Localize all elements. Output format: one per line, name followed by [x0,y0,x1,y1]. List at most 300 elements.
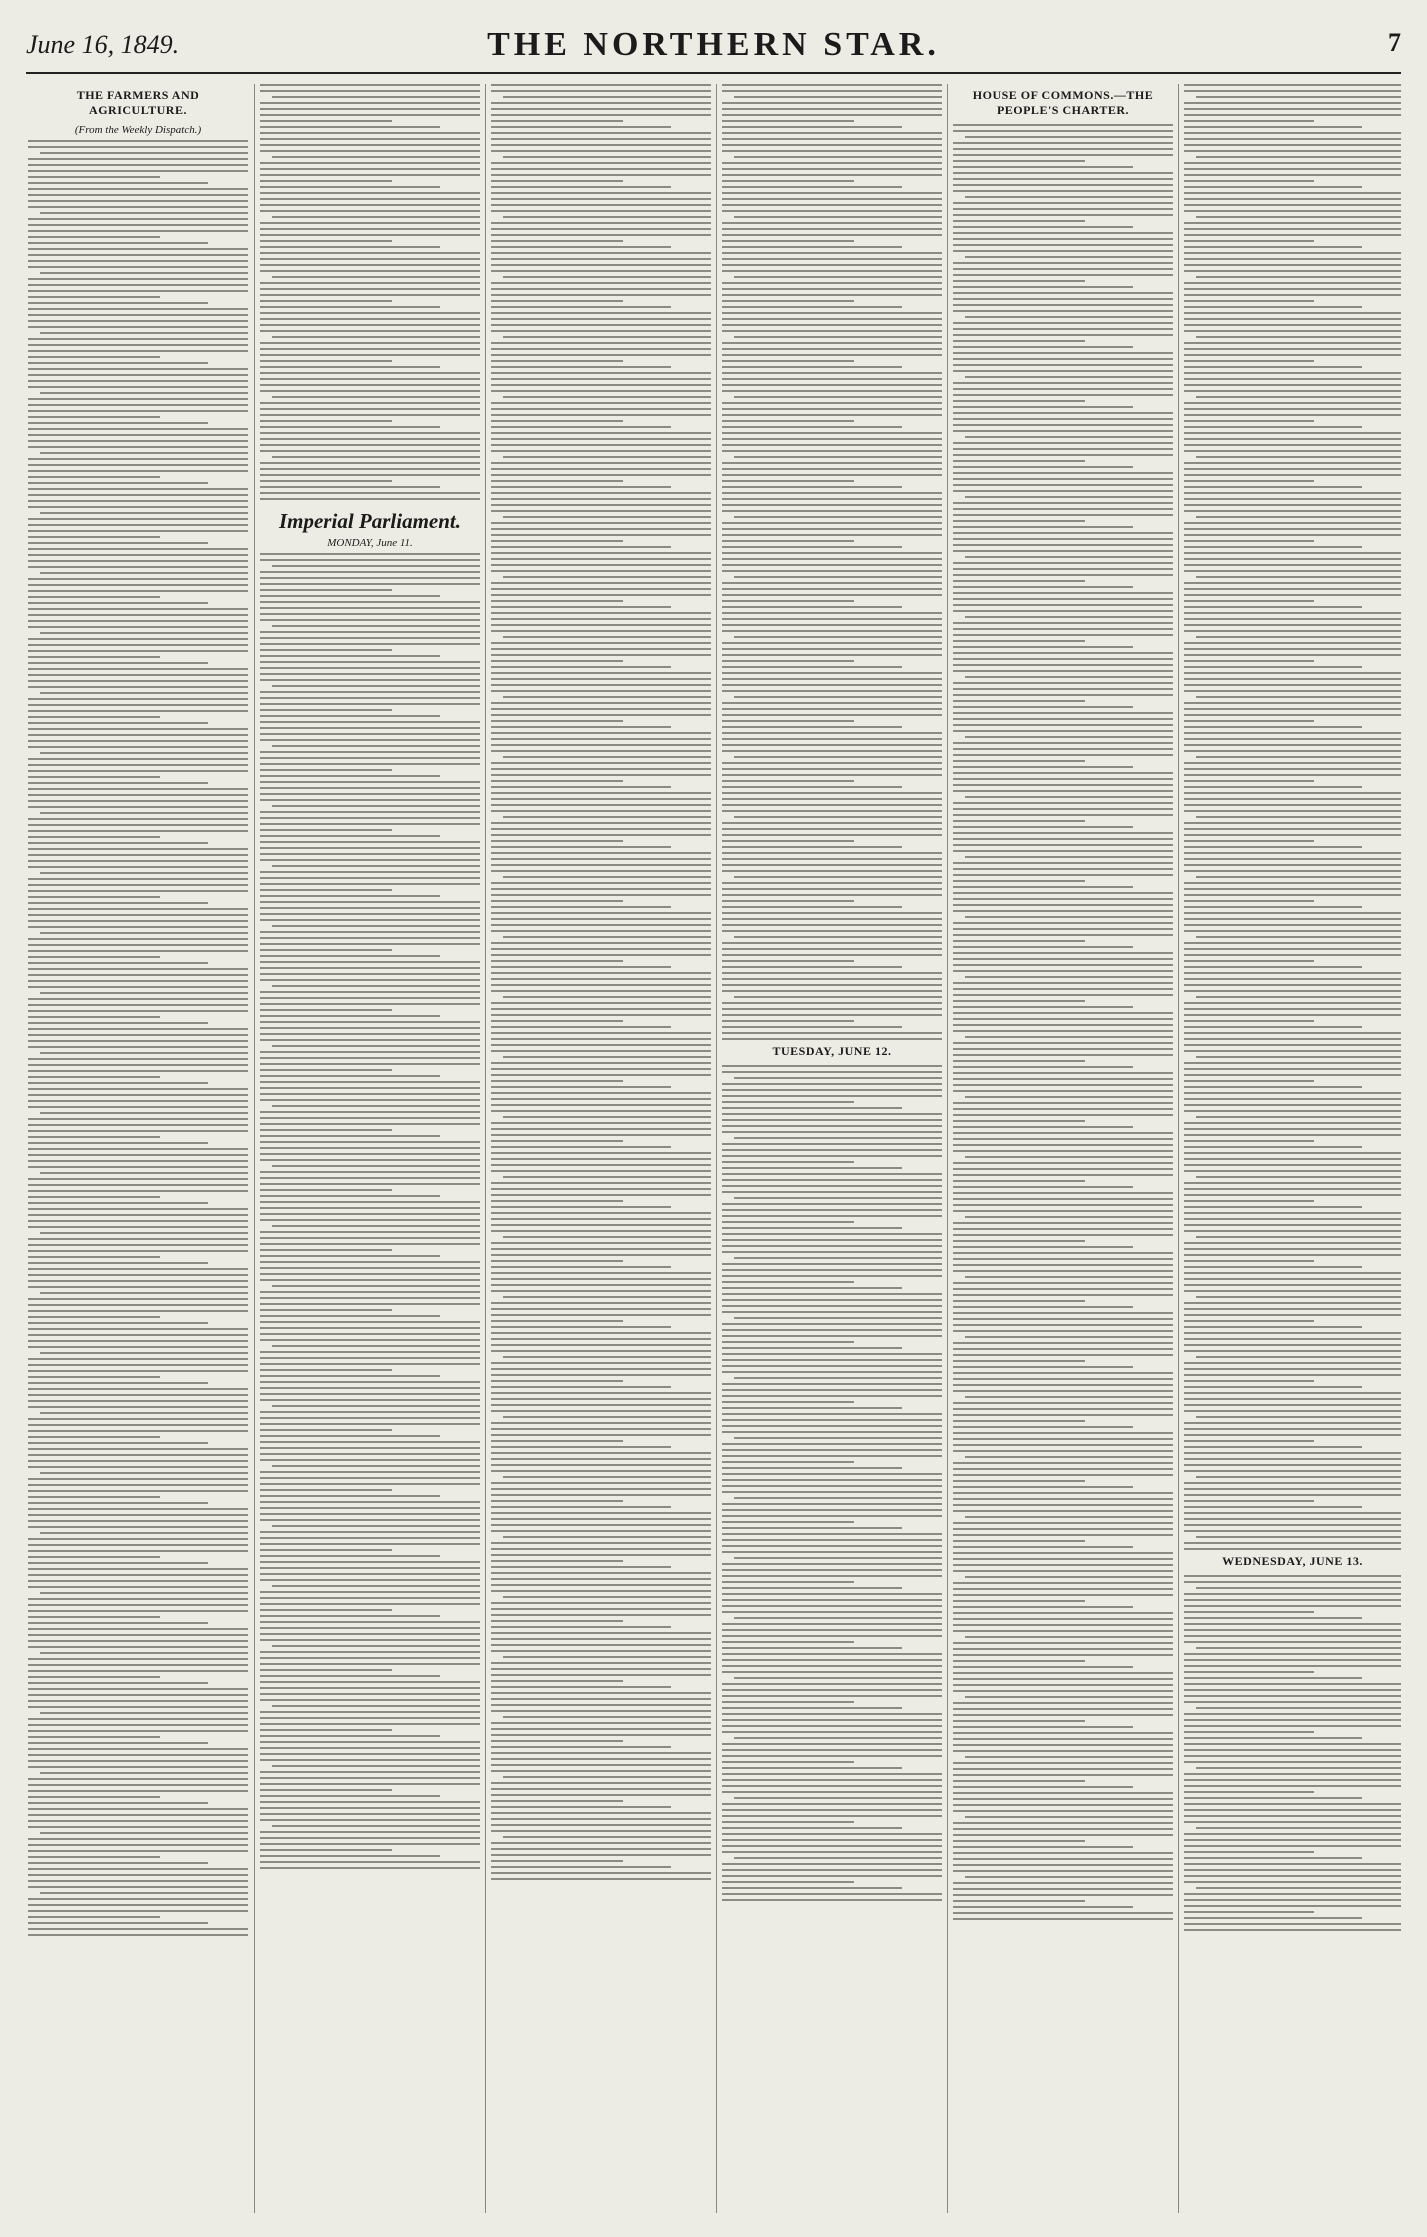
text-line [40,692,248,694]
text-line [1184,1659,1401,1661]
text-line [491,258,711,260]
text-line [1184,1032,1401,1034]
text-line [953,1798,1173,1800]
text-line [953,220,1085,222]
text-line [260,240,392,242]
text-line [722,1233,942,1235]
text-line [1184,1599,1401,1601]
text-line [260,1477,480,1479]
text-line [260,1243,480,1245]
text-line [260,1195,440,1197]
text-line [491,1530,711,1532]
text-line [1184,522,1401,524]
text-line [28,164,248,166]
text-line [722,1101,854,1103]
text-line [734,1557,942,1559]
text-line [953,1540,1085,1542]
text-line [491,1710,711,1712]
text-line [1196,396,1401,398]
text-line [28,1664,248,1666]
text-line [722,1083,942,1085]
text-line [260,1495,440,1497]
text-line [953,1120,1085,1122]
text-line [28,1304,248,1306]
text-line [491,1482,711,1484]
text-line [260,1267,480,1269]
text-line [491,1872,711,1874]
text-line [28,806,248,808]
text-line [1184,1098,1401,1100]
text-line [491,468,711,470]
text-line [953,1648,1173,1650]
text-line [272,1285,480,1287]
text-line [722,1863,942,1865]
text-line [1184,1152,1401,1154]
text-line [965,1816,1173,1818]
text-line [953,1606,1133,1608]
text-line [491,420,623,422]
text-line [260,907,480,909]
text-line [722,1671,942,1673]
text-line [953,784,1173,786]
text-line [503,1056,711,1058]
text-line [491,1584,711,1586]
text-line [1196,876,1401,878]
text-line [1184,1068,1401,1070]
text-line [28,1280,248,1282]
text-line [953,172,1173,174]
text-line [28,800,248,802]
text-line [28,674,248,676]
text-line [953,322,1173,324]
text-line [953,1780,1085,1782]
text-line [1184,582,1401,584]
parliament-heading: Imperial Parliament. [278,509,461,533]
text-line [40,512,248,514]
text-line [722,1803,942,1805]
text-line [722,1395,942,1397]
text-line [491,1038,711,1040]
text-line [1184,1701,1401,1703]
text-line [722,1653,942,1655]
text-line [491,1734,711,1736]
text-line [260,438,480,440]
text-line [953,742,1173,744]
text-line [953,1654,1173,1656]
text-line [491,126,671,128]
text-line [953,460,1085,462]
text-line [491,1308,711,1310]
text-line [503,576,711,578]
text-line [722,378,942,380]
text-line [1184,1320,1314,1322]
text-line [722,1587,902,1589]
text-line [953,562,1173,564]
text-line [28,1238,248,1240]
text-line [491,1314,711,1316]
text-line [260,769,392,771]
text-line [722,1533,942,1535]
text-line [28,608,248,610]
text-line [28,818,248,820]
text-line [965,976,1173,978]
text-line [722,132,942,134]
text-line [28,416,160,418]
text-line [491,1260,623,1262]
text-line [1196,96,1401,98]
text-line [953,442,1173,444]
text-line [260,1561,480,1563]
text-line [1196,1116,1401,1118]
text-line [722,1773,942,1775]
text-line [272,745,480,747]
text-line [28,1790,248,1792]
text-line [28,386,248,388]
text-line [953,1000,1085,1002]
text-line [1184,1080,1314,1082]
text-line [722,966,902,968]
text-line [1184,168,1401,170]
text-line [491,264,711,266]
text-line [260,649,392,651]
text-line [28,1796,160,1798]
text-line [953,1750,1173,1752]
text-line [953,658,1173,660]
text-line [722,804,942,806]
text-line [965,136,1173,138]
text-line [1184,1731,1314,1733]
text-line [1184,882,1401,884]
text-line [491,900,623,902]
text-line [953,1702,1173,1704]
text-line [1184,1635,1401,1637]
text-line [260,1369,392,1371]
text-line [734,1257,942,1259]
text-line [1184,912,1401,914]
text-line [28,254,248,256]
text-line [1184,780,1314,782]
text-line [28,1076,160,1078]
text-line [722,552,942,554]
text-line [722,318,942,320]
text-line [491,624,711,626]
text-line [953,1720,1085,1722]
text-line [1184,606,1362,608]
text-line [953,1882,1173,1884]
text-line [260,811,480,813]
text-line [722,1485,942,1487]
text-line [722,1365,942,1367]
text-line [260,991,480,993]
text-line [491,546,671,548]
text-line [28,1214,248,1216]
text-line [1184,462,1401,464]
text-line [491,840,623,842]
text-line [260,853,480,855]
text-line [28,1706,248,1708]
text-line [28,842,208,844]
text-line [722,1869,942,1871]
text-line [953,1348,1173,1350]
text-line [722,540,854,542]
text-line [1184,1683,1401,1685]
text-line [28,494,248,496]
text-line [28,1004,248,1006]
text-line [722,1065,942,1067]
text-line [1184,1086,1362,1088]
text-line [1196,1587,1401,1589]
text-line [722,1443,942,1445]
text-line [491,1392,711,1394]
text-line [28,362,208,364]
text-line [953,622,1173,624]
issue-date: June 16, 1849. [26,30,180,59]
text-line [953,1480,1085,1482]
text-line [1196,756,1401,758]
text-line [260,997,480,999]
text-line [722,1305,942,1307]
text-line [28,1106,248,1108]
text-line [260,132,480,134]
text-line [722,228,942,230]
tuesday-heading: TUESDAY, JUNE 12. [772,1044,892,1058]
text-line [1184,162,1401,164]
text-line [260,1657,480,1659]
text-line [491,324,711,326]
text-line [953,370,1173,372]
text-line [1184,1050,1401,1052]
text-line [491,1512,711,1514]
text-line [1184,384,1401,386]
text-line [1184,90,1401,92]
text-line [28,530,248,532]
text-line [28,1382,208,1384]
text-line [1184,294,1401,296]
text-line [491,1674,711,1676]
text-line [28,1862,208,1864]
text-line [28,524,248,526]
text-line [1184,1446,1362,1448]
text-line [953,1204,1173,1206]
text-line [1196,1176,1401,1178]
text-line [722,1032,942,1034]
text-line [722,972,942,974]
text-line [722,612,942,614]
text-line [1184,1575,1401,1577]
text-line [953,700,1085,702]
text-line [260,1237,480,1239]
column-rule [947,84,948,2213]
text-line [491,1866,671,1868]
text-line [260,384,480,386]
text-line [260,577,480,579]
text-line [1196,1767,1401,1769]
text-line [722,1263,942,1265]
text-line [953,1504,1173,1506]
text-line [28,1604,248,1606]
text-line [503,1476,711,1478]
text-line [1184,534,1401,536]
text-line [491,912,711,914]
text-line [491,144,711,146]
text-line [953,1840,1085,1842]
text-line [1184,1512,1401,1514]
text-line [953,310,1173,312]
text-line [260,589,392,591]
text-line [965,796,1173,798]
text-line [28,236,160,238]
text-line [40,1532,248,1534]
text-line [260,432,480,434]
text-line [722,1695,942,1697]
text-line [28,1058,248,1060]
text-line [722,1761,854,1763]
text-line [28,1016,160,1018]
text-line [28,1562,208,1564]
text-line [953,1438,1173,1440]
text-line [722,1251,942,1253]
text-line [260,1381,480,1383]
text-line [503,936,711,938]
text-line [1184,1548,1401,1550]
text-line [40,1892,248,1894]
text-line [491,234,711,236]
text-line [953,1642,1173,1644]
text-line [260,324,480,326]
text-line [953,592,1173,594]
text-line [491,1134,711,1136]
text-line [953,628,1173,630]
text-line [722,528,942,530]
text-line [1184,1200,1314,1202]
text-line [1184,630,1401,632]
text-line [28,1586,248,1588]
text-line [1184,1743,1401,1745]
text-line [722,570,942,572]
text-line [722,204,942,206]
text-line [965,916,1173,918]
text-line [260,871,480,873]
text-line [503,96,711,98]
text-line [491,222,711,224]
text-line [1184,1929,1401,1931]
text-line [1184,1809,1401,1811]
text-line [722,264,942,266]
text-line [28,146,248,148]
text-line [965,436,1173,438]
text-line [1184,1923,1401,1925]
text-line [722,1791,942,1793]
text-line [953,694,1173,696]
text-line [28,518,248,520]
text-line [28,1928,248,1930]
text-line [491,966,671,968]
text-line [953,184,1173,186]
text-line [260,1471,480,1473]
text-line [722,1455,942,1457]
text-line [260,1093,480,1095]
text-line [28,1202,208,1204]
text-line [1184,1302,1401,1304]
text-line [965,496,1173,498]
text-line [1184,1839,1401,1841]
text-line [953,868,1173,870]
text-line [722,468,942,470]
text-line [491,1440,623,1442]
text-line [953,148,1173,150]
text-line [1184,1899,1401,1901]
text-line [28,602,208,604]
text-line [28,560,248,562]
text-line [1184,564,1401,566]
text-line [722,1845,942,1847]
text-line [28,1178,248,1180]
text-line [491,588,711,590]
text-line [953,328,1173,330]
text-line [953,1360,1085,1362]
text-line [1184,1494,1401,1496]
text-line [28,1070,248,1072]
text-line [260,1795,440,1797]
text-line [722,624,942,626]
text-line [953,1426,1133,1428]
text-line [722,630,942,632]
text-line [503,996,711,998]
text-line [491,870,711,872]
text-line [1184,1188,1401,1190]
text-line [953,1258,1173,1260]
text-line [28,1262,208,1264]
text-line [722,738,942,740]
text-line [1184,1326,1362,1328]
text-line [953,1870,1173,1872]
text-line [260,318,480,320]
text-line [953,274,1173,276]
text-line [260,607,480,609]
text-line [28,1730,248,1732]
text-line [953,826,1133,828]
text-line [953,1294,1173,1296]
text-line [953,1684,1173,1686]
text-line [491,480,623,482]
text-line [953,1054,1173,1056]
text-line [28,344,248,346]
text-line [722,1161,854,1163]
farmers-heading: THE FARMERS AND AGRICULTURE. [76,88,200,117]
text-line [722,1725,942,1727]
text-line [28,290,248,292]
text-line [1184,1308,1401,1310]
text-line [1184,1875,1401,1877]
text-line [953,508,1173,510]
text-line [260,180,392,182]
text-line [1184,1617,1362,1619]
text-line [28,350,248,352]
text-line [503,1596,711,1598]
text-line [28,536,160,538]
text-line [1184,846,1362,848]
text-line [28,1418,248,1420]
text-line [953,946,1133,948]
text-line [260,1537,480,1539]
text-line [491,738,711,740]
text-line [491,1422,711,1424]
text-line [272,1465,480,1467]
text-line [953,964,1173,966]
text-line [28,1754,248,1756]
text-line [260,1177,480,1179]
text-line [260,661,480,663]
